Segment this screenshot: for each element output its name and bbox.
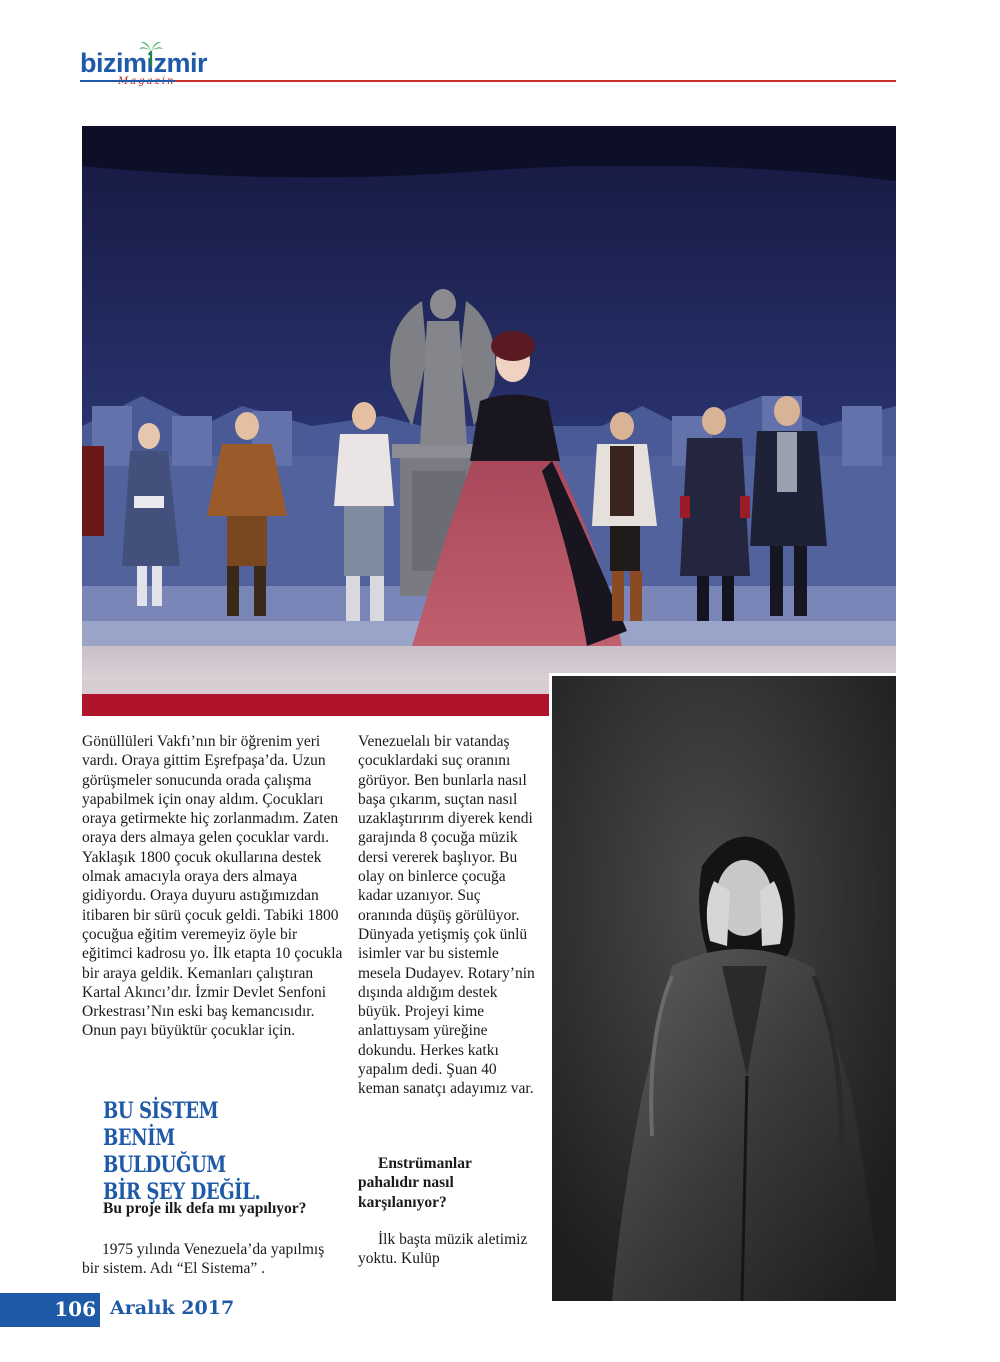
- palm-tree-icon: [138, 40, 164, 66]
- interview-answer-2: [358, 1230, 538, 1269]
- interview-answer-1: [82, 1240, 344, 1279]
- column-1: [82, 732, 344, 1041]
- answer-2-text: İlk başta müzik aletimiz yoktu. Kulüp: [358, 1231, 528, 1268]
- logo-text: bizimizmir: [80, 48, 208, 78]
- page-number-box: [0, 1293, 100, 1327]
- interview-question-2: [358, 1154, 508, 1212]
- column-1-paragraph: Gönüllüleri Vakfı’nın bir öğrenim yeri vardı. Oraya gittim Eşrefpaşa’da. Uzun görüşmeler sonucunda orada çalışma yapabilmek için onay aldım. Çocukları oraya getirmekte hiç zorlanmadım. Zaten oraya ders almaya gelen çocuklar vardı. Yaklaşık 1800 çocuk okullarına destek olmak amacıyla oraya ders almaya gidiyordu. Oraya duyuru astığımızdan itibaren bir sürü çocuk geldi. Tabiki 1800 çocuğua eğitim veremeyiz öyle bir eğitimci kadrosu yo. İlk etapta 10 çocukla bir araya geldik. Kemanları çalıştıran Kartal Akıncı’dır. İzmir Devlet Senfoni Orkestrası’Nın eski baş kemancısıdır. Onun payı büyüktür çocuklar için.: [82, 733, 343, 1040]
- stage-photo: [82, 126, 896, 716]
- stage-photo-art: [82, 126, 896, 716]
- header-rule-accent: [80, 80, 175, 82]
- pull-quote-line: BİR ŞEY DEĞİL.: [103, 1179, 261, 1205]
- page-number: 106: [54, 1297, 96, 1321]
- column-2-paragraph: Venezuelalı bir vatandaş çocuklardaki suç oranını görüyor. Ben bunlarla nasıl başa çıkarım, suçtan nasıl uzaklaştırırım diyerek kendi garajında 8 çocuğa müzik dersi vererek başlıyor. Bu olay on binlerce çocuğa kadar uzanıyor. Suç oranında düşüş görülüyor. Dünyada yetişmiş çok ünlü isimler var bu sistemle mesela Dudayev. Rotary’nin dışında aldığım destek büyük. Projeyi kime anlattıysam yüreğine dokundu. Herkes katkı yapalım dedi. Şuan 40 keman sanatçı adayımız var.: [358, 733, 535, 1098]
- issue-date: Aralık 2017: [110, 1297, 235, 1319]
- pull-quote: [103, 1098, 292, 1206]
- answer-1-text: 1975 yılında Venezuela’da yapılmış bir sistem. Adı “El Sistema” .: [82, 1241, 325, 1278]
- pull-quote-line: BULDUĞUM: [103, 1152, 226, 1178]
- portrait-photo-art: [552, 676, 896, 1301]
- column-2: [358, 732, 538, 1099]
- portrait-photo: [552, 676, 896, 1301]
- interview-question-1: Bu proje ilk defa mı yapılıyor?: [103, 1200, 307, 1217]
- magazine-logo: [80, 40, 220, 95]
- header-rule: [80, 80, 896, 82]
- question-2-text: Enstrümanlar pahalıdır nasıl karşılanıyor?: [358, 1155, 472, 1211]
- pull-quote-line: BU SİSTEM BENİM: [103, 1098, 219, 1151]
